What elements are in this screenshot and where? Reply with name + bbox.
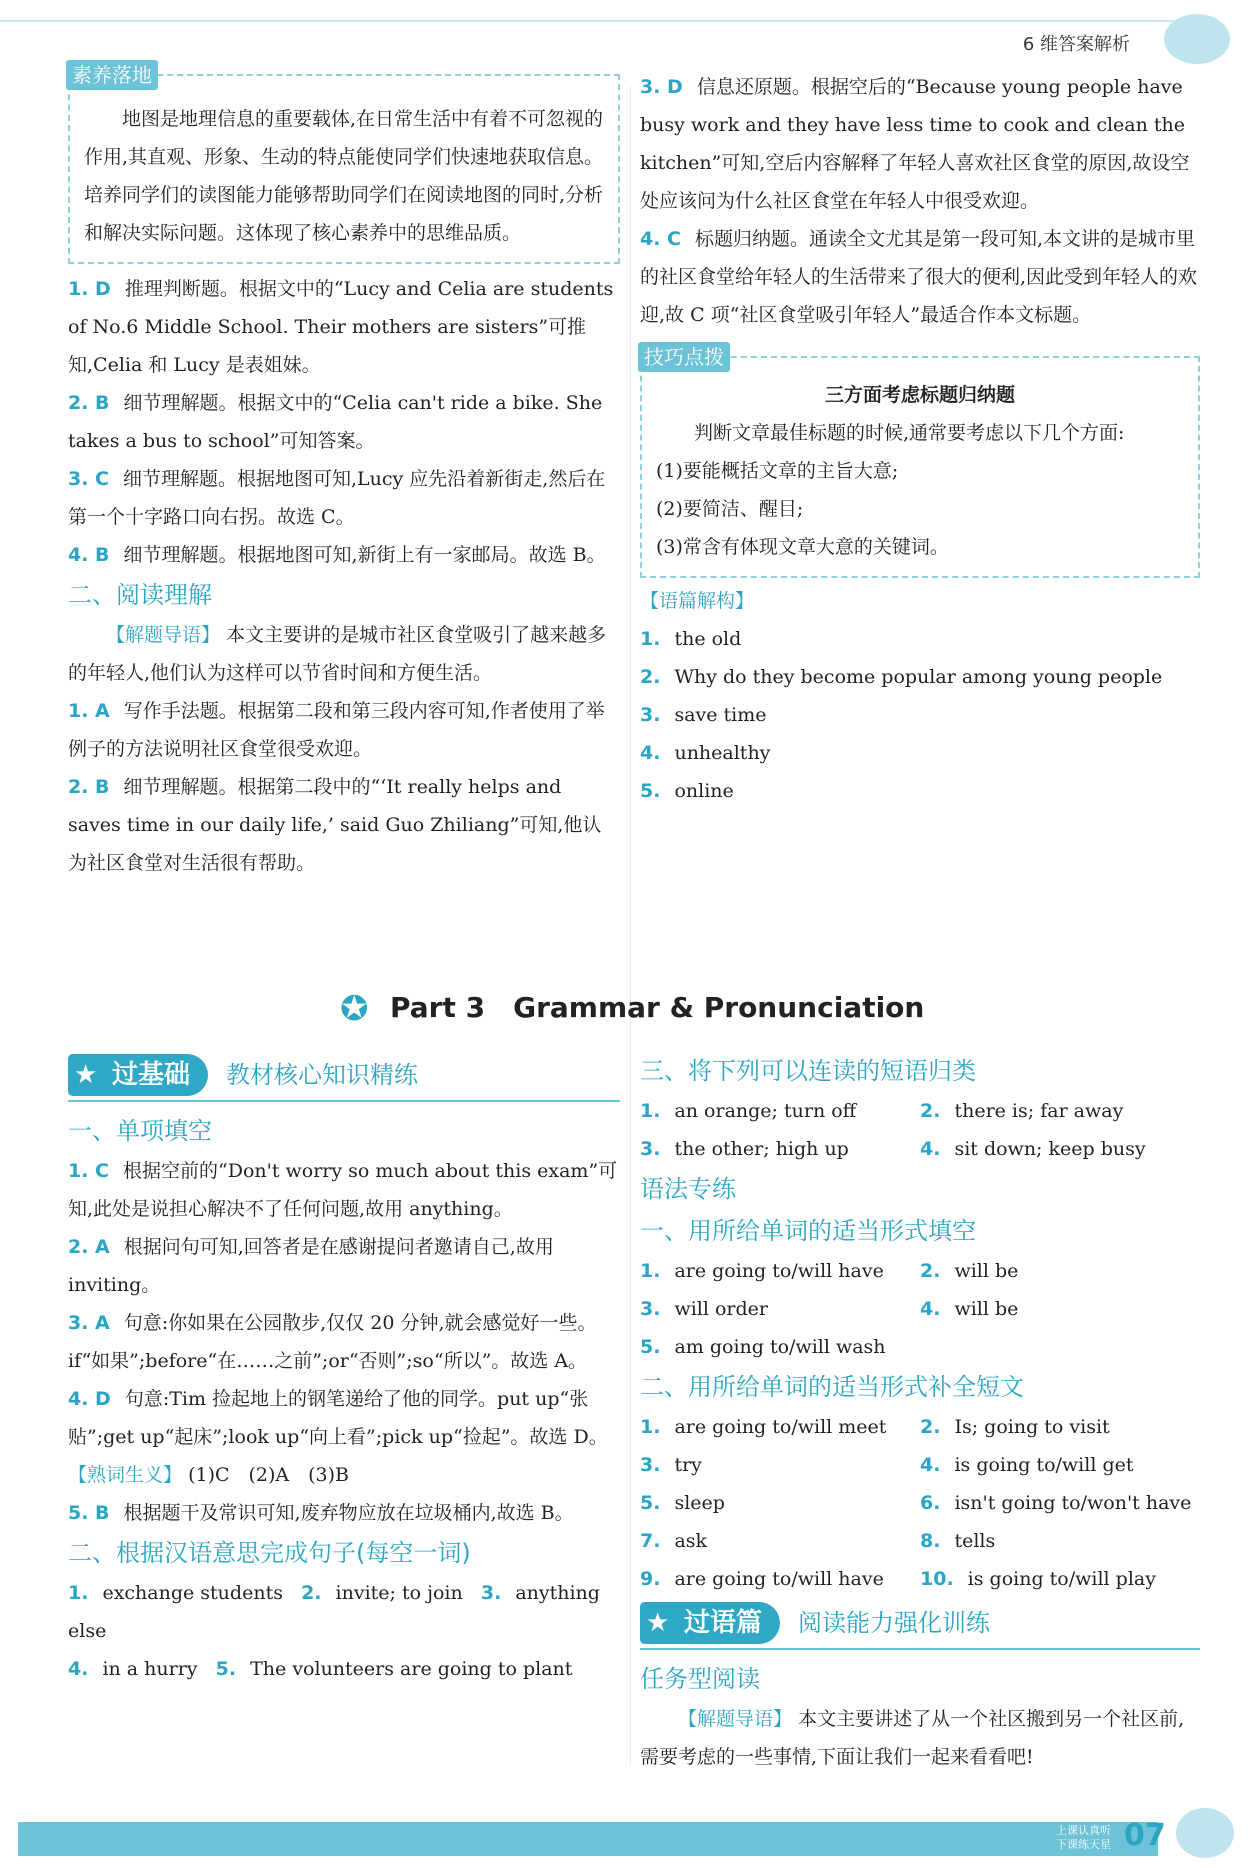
guide-paragraph: 【解题导语】 本文主要讲述了从一个社区搬到另一个社区前,需要考虑的一些事情,下面让我们一起来看看吧! [640,1708,1185,1768]
vocab-note: 【熟词生义】 (1)C (2)A (3)B [68,1464,350,1486]
column-divider [630,86,631,1766]
tip-box [640,345,1200,578]
grammar-item: 2. will be [920,1260,1019,1282]
grammar-grid-2 [640,1408,1200,1598]
page-header-title: 6 维答案解析 [1022,34,1130,55]
footer-slogan: 上课认真听 下课练天星 [1056,1824,1111,1851]
left-column-bottom [68,1050,620,1688]
section-heading: 二、根据汉语意思完成句子(每空一词) [68,1539,471,1567]
basics-banner [68,1050,620,1102]
tip-title: 三方面考虑标题归纳题 [824,384,1015,406]
tip-point: (3)常含有体现文章大意的关键词。 [656,536,949,558]
literacy-tag: 素养落地 [66,60,158,90]
section-heading: 二、用所给单词的适当形式补全短文 [640,1373,1024,1401]
answer-item: 3. C 细节理解题。根据地图可知,Lucy 应先沿着新街走,然后在第一个十字路口向右拐。故选 C。 [68,468,606,528]
answer-item: 5. B 根据题干及常识可知,废弃物应放在垃圾桶内,故选 B。 [68,1502,574,1524]
star-icon: ★ [74,1060,98,1090]
fill-row: 1. exchange students 2. invite; to join 3. anything else [68,1582,600,1642]
answer-item: 1. C 根据空前的“Don't worry so much about this exam”可知,此处是说担心解决不了任何问题,故用 anything。 [68,1160,618,1220]
literacy-text: 地图是地理信息的重要载体,在日常生活中有着不可忽视的作用,其直观、形象、生动的特点能使同学们快速地获取信息。培养同学们的读图能力能够帮助同学们在阅读地图的同时,分析和解决实际问题。这体现了核心素养中的思维品质。 [84,108,604,244]
answer-item: 4. B 细节理解题。根据地图可知,新街上有一家邮局。故选 B。 [68,544,606,566]
grammar-item: 1. are going to/will have [640,1260,884,1282]
section-heading: 二、阅读理解 [68,581,212,609]
grammar-item: 8. tells [920,1530,996,1552]
part-title: ✪ Part 3 Grammar & Pronunciation [340,989,925,1029]
structure-item: 1. the old [640,628,742,650]
mascot-logo-icon [1176,1808,1234,1858]
structure-item: 3. save time [640,704,767,726]
linking-item: 1. an orange; turn off [640,1100,857,1122]
grammar-item: 9. are going to/will have [640,1568,884,1590]
guide-paragraph: 【解题导语】 本文主要讲的是城市社区食堂吸引了越来越多的年轻人,他们认为这样可以节省时间和方便生活。 [68,624,607,684]
passage-subtitle: 阅读能力强化训练 [798,1609,991,1637]
section-heading: 语法专练 [640,1175,736,1203]
answer-item: 2. B 细节理解题。根据文中的“Celia can't ride a bike. She takes a bus to school”可知答案。 [68,392,603,452]
star-icon: ★ [646,1608,670,1638]
structure-item: 2. Why do they become popular among young people [640,666,1163,688]
grammar-item: 5. sleep [640,1492,725,1514]
grammar-item: 5. am going to/will wash [640,1336,886,1358]
tip-point: (1)要能概括文章的主旨大意; [656,460,899,482]
answer-list-1 [68,270,620,574]
page-number: 07 [1124,1818,1166,1853]
answer-item: 1. D 推理判断题。根据文中的“Lucy and Celia are students of No.6 Middle School. Their mothers are sisters”可推知,Celia 和 Lucy 是表姐妹。 [68,278,614,376]
grammar-item: 1. are going to/will meet [640,1416,887,1438]
grammar-item: 2. Is; going to visit [920,1416,1110,1438]
tip-point: (2)要简洁、醒目; [656,498,804,520]
left-column-top [68,63,620,882]
basics-pill: ★ 过基础 [68,1054,208,1096]
grammar-item: 10. is going to/will play [920,1568,1156,1590]
top-rule [0,20,1180,22]
grammar-grid-1 [640,1252,1200,1366]
structure-item: 5. online [640,780,734,802]
grammar-item: 3. will order [640,1298,768,1320]
footer-bar [18,1822,1158,1856]
section-heading: 一、单项填空 [68,1117,212,1145]
section-heading: 一、用所给单词的适当形式填空 [640,1217,976,1245]
answer-item: 4. C 标题归纳题。通读全文尤其是第一段可知,本文讲的是城市里的社区食堂给年轻人的生活带来了很大的便利,因此受到年轻人的欢迎,故 C 项“社区食堂吸引年轻人”最适合作本文标题。 [640,228,1198,326]
answer-item: 4. D 句意:Tim 捡起地上的钢笔递给了他的同学。put up“张贴”;get up“起床”;look up“向上看”;pick up“捡起”。故选 D。 [68,1388,608,1448]
grammar-item: 4. will be [920,1298,1019,1320]
basics-subtitle: 教材核心知识精练 [226,1061,419,1089]
grammar-item: 7. ask [640,1530,708,1552]
answer-item: 3. A 句意:你如果在公园散步,仅仅 20 分钟,就会感觉好一些。if“如果”;before“在……之前”;or“否则”;so“所以”。故选 A。 [68,1312,597,1372]
linking-item: 4. sit down; keep busy [920,1138,1146,1160]
right-column-bottom [640,1050,1200,1776]
star-mascot-icon: ✪ [340,989,369,1029]
answer-item: 2. B 细节理解题。根据第二段中的“‘It really helps and saves time in our daily life,’ said Guo Zhiliang”可知,他认为社区食堂对生活很有帮助。 [68,776,602,874]
tip-tag: 技巧点拨 [638,342,730,372]
grammar-item: 3. try [640,1454,702,1476]
right-column-top [640,68,1200,810]
fill-row: 4. in a hurry 5. The volunteers are going to plant [68,1658,573,1680]
structure-label: 【语篇解构】 [640,590,755,612]
linking-item: 3. the other; high up [640,1138,849,1160]
section-heading: 任务型阅读 [640,1665,760,1693]
answer-item: 1. A 写作手法题。根据第二段和第三段内容可知,作者使用了举例子的方法说明社区食堂很受欢迎。 [68,700,605,760]
literacy-box [68,63,620,264]
tip-text: 判断文章最佳标题的时候,通常要考虑以下几个方面: [694,422,1125,444]
structure-item: 4. unhealthy [640,742,771,764]
grammar-item: 6. isn't going to/won't have [920,1492,1192,1514]
linking-grid [640,1092,1200,1168]
answer-item: 2. A 根据问句可知,回答者是在感谢提问者邀请自己,故用 inviting。 [68,1236,554,1296]
linking-item: 2. there is; far away [920,1100,1124,1122]
section-heading: 三、将下列可以连读的短语归类 [640,1057,976,1085]
answer-item: 3. D 信息还原题。根据空后的“Because young people have busy work and they have less time to cook and clean the kitchen”可知,空后内容解释了年轻人喜欢社区食堂的原因,故设空处应该问为什么社区食堂在年轻人中很受欢迎。 [640,76,1190,212]
mascot-logo-icon [1164,14,1230,64]
passage-banner [640,1598,1200,1650]
grammar-item: 4. is going to/will get [920,1454,1134,1476]
passage-pill: ★ 过语篇 [640,1602,780,1644]
